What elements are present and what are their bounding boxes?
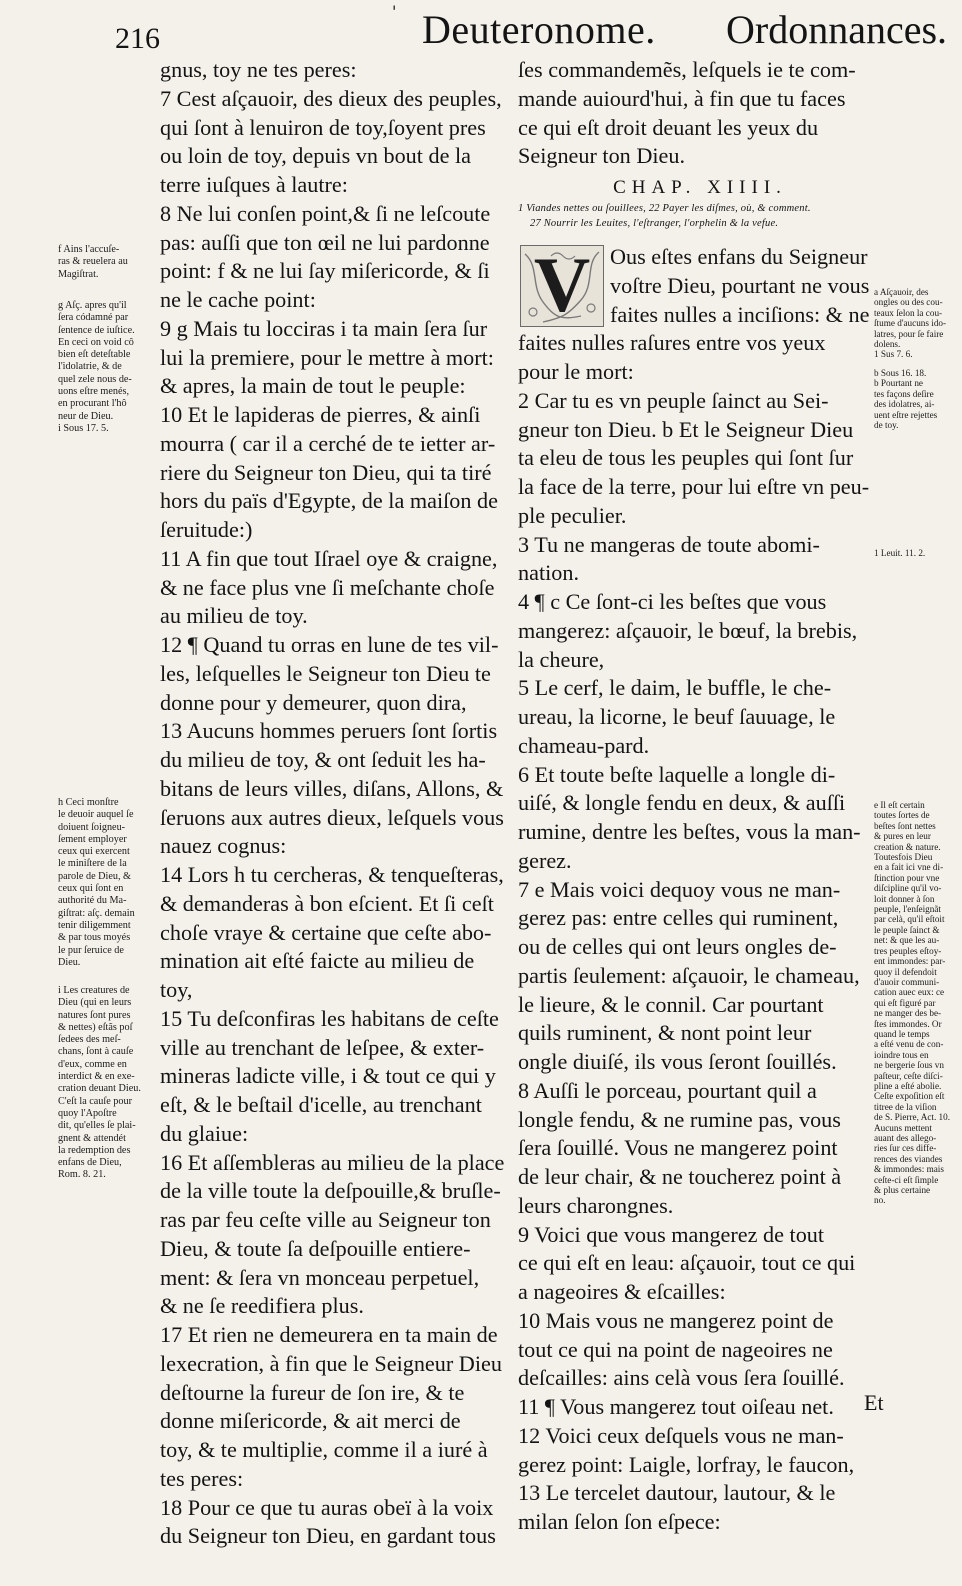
margin-note-line: ſement employer (58, 833, 127, 845)
margin-note-line: & par tous moyés (58, 932, 131, 944)
text-line: quils ruminent, & nont point leur (518, 1020, 812, 1046)
chapter-heading: CHAP. XIIII. (613, 177, 787, 198)
margin-note-line: paſteur, ceſte diſci- (874, 1070, 943, 1081)
right-text-column (518, 56, 872, 1537)
text-line: & apres, la main de tout le peuple: (160, 373, 466, 399)
margin-note-line: 1 Sus 7. 6. (874, 349, 913, 360)
margin-note-line: ſedees des meſ- (58, 1034, 121, 1046)
margin-note-g (58, 300, 135, 435)
margin-note-line: h Ceci monſtre (58, 797, 119, 808)
margin-note-line: f Ains l'accuſe- (58, 244, 120, 255)
margin-note-line: le deuoir auquel ſe (58, 809, 134, 821)
margin-note-line: dolens. (874, 339, 901, 350)
margin-note-line: gnent & attendét (58, 1132, 126, 1144)
text-line: 15 Tu deſconfiras les habitans de ceſte (160, 1005, 499, 1031)
margin-note-line: tes façons deſire (874, 388, 934, 399)
margin-note-line: & pures en leur (874, 831, 931, 842)
text-line: hors du païs d'Egypte, de la maiſon de (160, 488, 498, 514)
margin-note-b (874, 368, 937, 430)
text-line: pour le mort: (518, 359, 634, 384)
text-line: ce qui eſt droit deuant les yeux du (518, 114, 819, 140)
text-line: eſt, & le beſtail d'icelle, au trenchant (160, 1092, 482, 1117)
margin-note-line: quand le temps (874, 1028, 930, 1039)
text-line: toy, & te multiplie, comme il a iuré à (160, 1437, 488, 1462)
margin-note-line: no. (874, 1195, 886, 1206)
margin-note-line: tenir diligemment (58, 919, 131, 931)
text-line: gneur ton Dieu. b Et le Seigneur Dieu (518, 416, 854, 442)
margin-note-line: auant des allego- (874, 1133, 937, 1143)
margin-note-line: uons eſtre menés, (58, 386, 130, 398)
catchword: Et (864, 1390, 884, 1415)
margin-note-line: net: & que les au- (874, 935, 940, 946)
text-line: qui ſont à lenuiron de toy,ſoyent pres (160, 114, 486, 140)
margin-note-line: chans, ſont à cauſe (58, 1046, 134, 1058)
margin-note-line: la redemption des (58, 1144, 131, 1156)
chapter-14-verses (518, 329, 872, 1537)
margin-note-line: authorité du Ma- (58, 895, 127, 907)
margin-note-line: toutes ſortes de (874, 810, 930, 821)
text-line: donne pour y demeurer, quon dira, (160, 689, 467, 715)
text-line: ou de celles qui ont leurs ongles de- (518, 934, 837, 959)
ornamental-initial-v (520, 245, 604, 327)
text-line: bitans de leurs villes, diſans, Allons, & (160, 775, 504, 801)
margin-note-line: le pur ſeruice de (58, 944, 124, 956)
margin-note-line: quoy l'Apoſtre (58, 1107, 117, 1119)
text-line: ne le cache point: (160, 287, 316, 312)
text-line: 12 Voici ceux deſquels vous ne man- (518, 1422, 844, 1448)
text-line: 3 Tu ne mangeras de toute abomi- (518, 531, 820, 557)
margin-note-line: a Aſçauoir, des (874, 287, 929, 297)
chapter-summary-line-2: 27 Nourrir les Leuites, l'eſtranger, l'orphelin & la vefue. (530, 218, 779, 229)
text-line: 10 Mais vous ne mangerez point de (518, 1307, 834, 1333)
text-line: 16 Et aſſembleras au milieu de la place (160, 1149, 505, 1175)
margin-note-line: creation & nature. (874, 841, 941, 852)
text-line: ureau, la licorne, le beuf ſauuage, le (518, 704, 836, 729)
margin-note-line: dit, qu'elles ſe plai- (58, 1120, 136, 1132)
margin-note-line: uent eſtre rejettes (874, 409, 938, 420)
text-line: ple peculier. (518, 502, 627, 528)
text-line: lexecration, à fin que le Seigneur Dieu (160, 1350, 502, 1376)
margin-note-h (58, 797, 135, 969)
text-line: a nageoires & eſcailles: (518, 1279, 726, 1304)
margin-note-line: ſtume d'aucuns ido- (874, 318, 947, 329)
text-line: chameau-pard. (518, 732, 650, 758)
margin-note-line: C'eſt la cauſe pour (58, 1095, 132, 1107)
margin-note-line: ne manger des be- (874, 1008, 942, 1019)
text-line: ment: & ſera vn monceau perpetuel, (160, 1264, 480, 1290)
margin-note-line: en procurant l'hô (58, 398, 127, 410)
margin-note-line: cration deuant Dieu. (58, 1083, 141, 1095)
margin-note-line: par celà, qu'il eſtoit (874, 914, 945, 925)
text-line: 6 Et toute beſte laquelle a longle di- (518, 761, 836, 787)
chapter-summary-line-1: 1 Viandes nettes ou ſouillees, 22 Payer les diſmes, où, & comment. (518, 203, 811, 214)
margin-note-i (58, 985, 141, 1182)
text-line: 9 Voici que vous mangerez de tout (518, 1221, 825, 1247)
text-line: du milieu de toy, & ont ſeduit les ha- (160, 747, 486, 772)
margin-note-line: Toutesfois Dieu (874, 852, 933, 863)
left-text-column (160, 56, 520, 1551)
text-line: faites nulles raſures entre vos yeux (518, 330, 826, 356)
margin-note-line: des idolatres, ai- (874, 399, 935, 410)
text-line: ville au trenchant de leſpee, & exter- (160, 1034, 485, 1060)
text-line: 18 Pour ce que tu auras obeï à la voix (160, 1494, 494, 1520)
text-line: Seigneur ton Dieu. (518, 143, 685, 169)
text-line: partis ſeulement: aſçauoir, le chameau, (518, 962, 860, 988)
text-line: nation. (518, 560, 580, 586)
running-title-book: Deuteronome. (422, 7, 656, 52)
text-line: mourra ( car il a cerché de te ietter ar- (160, 430, 496, 456)
text-line: deſtourne la fureur de ſon ire, & te (160, 1379, 465, 1405)
margin-note-line: Dieu (qui en leurs (58, 997, 132, 1009)
opening-line-2: voſtre Dieu, pourtant ne vous (610, 272, 870, 298)
text-line: rumine, dentre les beſtes, vous la man- (518, 819, 861, 844)
margin-note-line: ſentence de iuſtice. (58, 324, 135, 336)
margin-note-line: & nettes) eſtãs poſ (58, 1021, 133, 1033)
text-line: mination ait eſté faicte au milieu de (160, 948, 475, 974)
margin-note-line: i Sous 17. 5. (58, 422, 109, 434)
margin-note-line: le miniſtere de la (58, 858, 127, 870)
dropcap-letter: V (533, 245, 591, 327)
margin-note-line: pline a eſté abolie. (874, 1080, 942, 1091)
margin-note-line: ſtinction pour vne (874, 872, 940, 883)
margin-note-line: En ceci on void cô (58, 336, 134, 348)
margin-note-line: Ceſte expoſition eſt (874, 1091, 945, 1102)
text-line: donne miſericorde, & ait merci de (160, 1408, 461, 1434)
text-line: choſe vraye & certaine que ceſte abo- (160, 919, 492, 945)
margin-note-line: d'eux, comme en (58, 1058, 127, 1070)
text-line: 10 Et le lapideras de pierres, & ainſi (160, 402, 481, 427)
text-line: ſeruitude:) (160, 517, 253, 542)
text-line: deſcailles: ains celà vous ſera ſouillé. (518, 1365, 845, 1391)
margin-note-e (874, 800, 950, 1206)
text-line: ta eleu de tous les peuples qui ſont ſur (518, 445, 854, 471)
margin-note-line: enfans de Dieu, (58, 1157, 122, 1169)
text-line: 13 Le tercelet dautour, lautour, & le (518, 1480, 836, 1506)
text-line: 7 Cest aſçauoir, des dieux des peuples, (160, 85, 502, 111)
text-line: ce qui eſt en leau: aſçauoir, tout ce qui (518, 1250, 856, 1276)
margin-note-line: en a fait ici vne di- (874, 862, 944, 873)
text-line: mineras ladicte ville, i & tout ce qui y (160, 1063, 496, 1089)
text-line: ſes commandemẽs, leſquels ie te com- (518, 57, 856, 82)
text-line: ongle diuiſé, ils vous ſeront ſouillés. (518, 1049, 837, 1074)
margin-note-line: Magiſtrat. (58, 268, 99, 280)
margin-note-line: & plus certaine (874, 1185, 931, 1196)
text-line: 8 Ne lui conſen point,& ſi ne leſcoute (160, 200, 491, 226)
margin-note-a (874, 287, 946, 360)
margin-note-line: e Il eſt certain (874, 800, 925, 810)
text-line: 7 e Mais voici dequoy vous ne man- (518, 876, 841, 902)
text-line: 9 g Mais tu locciras i ta main ſera ſur (160, 315, 488, 341)
text-line: toy, (160, 977, 193, 1002)
opening-line-1: Ous eſtes enfans du Seigneur (610, 244, 868, 269)
margin-note-line: doiuent ſoigneu- (58, 821, 126, 833)
text-line: Dieu, & toute ſa deſpouille entiere- (160, 1235, 471, 1261)
text-line: gerez pas: entre celles qui ruminent, (518, 905, 839, 931)
chapter-opening (518, 243, 872, 329)
chapter-13-conclusion (518, 56, 872, 171)
margin-note-line: ceux qui exercent (58, 846, 130, 858)
text-line: de leur chair, & ne toucherez point à (518, 1164, 842, 1189)
text-line: 4 ¶ c Ce ſont-ci les beſtes que vous (518, 589, 827, 614)
text-line: gerez point: Laigle, lorfray, le faucon, (518, 1451, 855, 1477)
margin-note-line: loit donner à ſon (874, 893, 935, 904)
text-line: 11 A fin que tout Iſrael oye & craigne, (160, 545, 498, 571)
opening-line-3: faites nulles a inciſions: & ne (610, 301, 870, 327)
text-line: 2 Car tu es vn peuple ſainct au Sei- (518, 387, 829, 413)
margin-note-line: b Pourtant ne (874, 378, 923, 389)
margin-note-line: beſtes ſont nettes (874, 820, 936, 831)
text-line: mande auiourd'hui, à fin que tu faces (518, 85, 846, 111)
text-line: la face de la terre, pour lui eſtre vn peu- (518, 474, 870, 499)
text-line: milan ſelon ſon eſpece: (518, 1509, 721, 1534)
margin-note-line: Aucuns mettent (874, 1122, 932, 1133)
margin-note-line: & immondes: mais (874, 1164, 944, 1175)
margin-note-line: a eſté venu de con- (874, 1039, 944, 1050)
text-line: point: f & ne lui ſay miſericorde, & ſi (160, 258, 490, 284)
page-number: 216 (115, 22, 160, 55)
margin-note-line: de S. Pierre, Act. 10. (874, 1112, 951, 1123)
text-line: & demanderas à bon eſcient. Et ſi ceſt (160, 890, 494, 916)
text-line: 13 Aucuns hommes peruers ſont ſortis (160, 718, 498, 744)
text-line: terre iuſques à lautre: (160, 172, 348, 197)
margin-note-f (58, 244, 128, 281)
margin-note-line: neur de Dieu. (58, 410, 114, 422)
text-line: du Seigneur ton Dieu, en gardant tous (160, 1523, 496, 1549)
text-line: pas: auſſi que ton œil ne lui pardonne (160, 229, 490, 255)
margin-note-line: Rom. 8. 21. (58, 1169, 106, 1181)
margin-note-line: qui eſt figuré par (874, 997, 936, 1008)
text-line: ras par feu ceſte ville au Seigneur ton (160, 1207, 491, 1232)
margin-note-line: tres peuples eſtoy- (874, 945, 942, 956)
text-line: riere du Seigneur ton Dieu, qui ta tiré (160, 459, 492, 485)
margin-note-c (874, 548, 925, 558)
text-line: 8 Auſſi le porceau, pourtant quil a (518, 1077, 817, 1103)
text-line: ſera ſouillé. Vous ne mangerez point (518, 1135, 838, 1161)
text-line: lui la premiere, pour le mettre à mort: (160, 344, 494, 370)
margin-note-line: ſtes immondes. Or (874, 1018, 942, 1029)
margin-note-line: b Sous 16. 18. (874, 368, 927, 378)
text-line: uiſé, & longle fendu en deux, & auſſi (518, 790, 846, 816)
margin-note-line: quoy il defendoit (874, 966, 937, 977)
margin-note-line: bien eſt deteſtable (58, 349, 131, 361)
text-line: tes peres: (160, 1465, 244, 1491)
text-line: le lieure, & le connil. Car pourtant (518, 991, 824, 1017)
text-line: gerez. (518, 847, 572, 873)
margin-note-line: parole de Dieu, & (58, 870, 131, 882)
margin-note-line: i Les creatures de (58, 985, 130, 996)
margin-note-line: ent immondes: par- (874, 956, 946, 967)
text-line: & ne face plus vne ſi meſchante choſe (160, 574, 495, 600)
margin-note-line: natures ſont pures (58, 1009, 131, 1021)
text-line: ou loin de toy, depuis vn bout de la (160, 143, 471, 169)
text-line: 12 ¶ Quand tu orras en lune de tes vil- (160, 632, 499, 657)
margin-note-line: de toy. (874, 420, 899, 431)
text-line: de la ville toute la deſpouille,& bruſle- (160, 1178, 501, 1204)
text-line: les, leſquelles le Seigneur ton Dieu te (160, 660, 491, 686)
margin-note-line: ſera códamné par (58, 312, 129, 324)
margin-note-line: cation auec eux: ce (874, 987, 945, 998)
margin-note-line: g Aſç. apres qu'il (58, 300, 127, 311)
text-line: & ne ſe reedifiera plus. (160, 1293, 364, 1319)
margin-note-line: ceſte-ci eſt ſimple (874, 1174, 939, 1185)
running-title-section: Ordonnances. (726, 7, 948, 52)
margin-note-line: ioindre tous en (874, 1049, 929, 1060)
margin-note-line: ceux qui ſont en (58, 883, 124, 895)
margin-note-line: ongles ou des cou- (874, 297, 943, 308)
text-line: nauez cognus: (160, 833, 287, 859)
margin-note-line: Dieu. (58, 956, 81, 968)
margin-note-line: ras & reuelera au (58, 256, 128, 268)
text-line: 14 Lors h tu cercheras, & tenqueſteras, (160, 862, 504, 887)
header-tick-mark: ' (392, 2, 397, 21)
text-line: longle fendu, & ne rumine pas, vous (518, 1106, 841, 1132)
margin-note-line: teaux ſelon la cou- (874, 307, 943, 318)
text-line: 11 ¶ Vous mangerez tout oiſeau net. (518, 1394, 834, 1419)
text-line: gnus, toy ne tes peres: (160, 57, 357, 82)
text-line: la cheure, (518, 646, 605, 672)
margin-note-line: le peuple ſainct & (874, 924, 940, 935)
text-line: mangerez: aſçauoir, le bœuf, la brebis, (518, 617, 858, 643)
text-line: leurs charongnes. (518, 1192, 674, 1218)
text-line: 17 Et rien ne demeurera en ta main de (160, 1322, 498, 1347)
margin-note-line: d'auoir communi- (874, 976, 940, 987)
text-line: au milieu de toy. (160, 603, 308, 629)
margin-note-line: interdict & en exe- (58, 1071, 135, 1083)
margin-note-line: ne bergerie ſous vn (874, 1060, 944, 1071)
text-line: tout ce qui na point de nageoires ne (518, 1336, 833, 1362)
margin-note-line: quel zele nous de- (58, 373, 132, 385)
margin-note-line: 1 Leuit. 11. 2. (874, 548, 926, 558)
text-line: ſeruons aux autres dieux, leſquels vous (160, 804, 504, 830)
margin-note-line: rences des viandes (874, 1153, 943, 1164)
margin-note-line: peuple, l'enſeignãt (874, 904, 941, 915)
margin-note-line: giſtrat: aſç. demain (58, 907, 135, 919)
text-line: du glaiue: (160, 1120, 249, 1146)
text-line: 5 Le cerf, le daim, le buffle, le che- (518, 675, 832, 701)
margin-note-line: ries ſur ces diffe- (874, 1143, 937, 1154)
margin-note-line: titree de la viſion (874, 1101, 937, 1112)
margin-note-line: diſcipline qu'il vo- (874, 883, 942, 894)
margin-note-line: l'idolatrie, & de (58, 361, 122, 373)
margin-note-line: latres, pour ſe faire (874, 328, 944, 339)
